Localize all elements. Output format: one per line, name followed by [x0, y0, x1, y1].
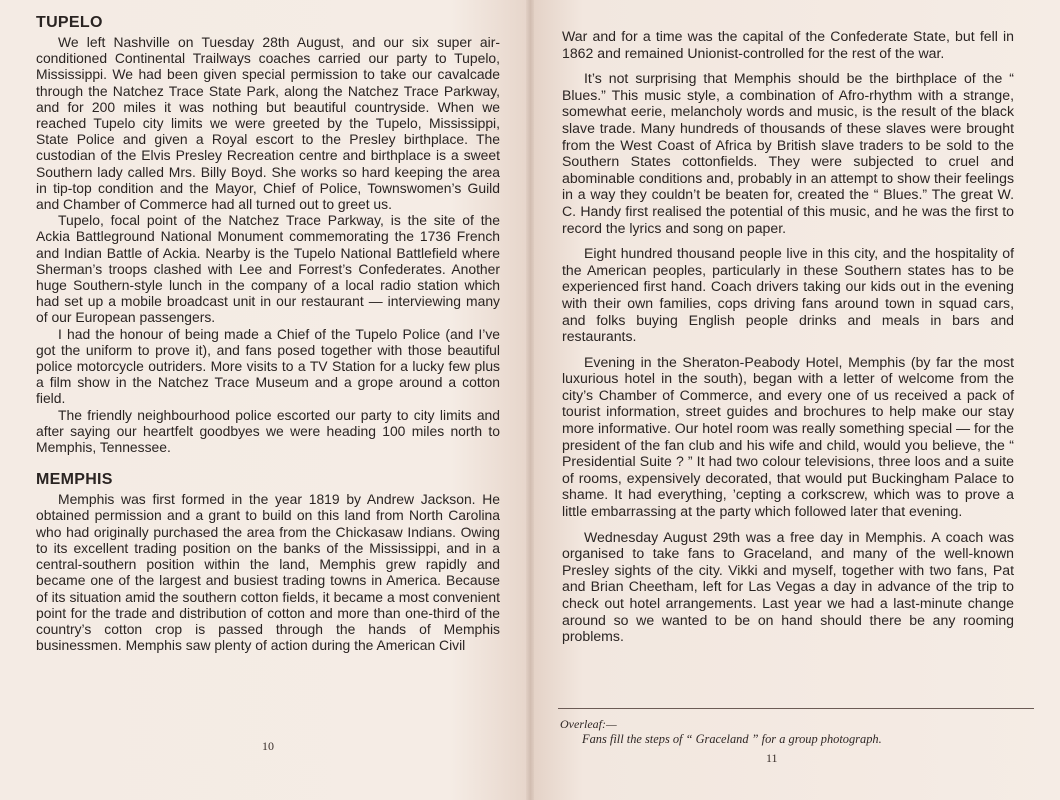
right-paragraph-5: Wednesday August 29th was a free day in Memphis. A coach was organised to take fans to Graceland, and many of the well-known Presley sights of the city. Vikki and myself, together with two fans, Pat and Brian Cheetham, left for Las Vegas a day in advance of the trip to check out hotel arrangements. Last year we had a last-minute change around so we wanted to be on hand should there be any rooming problems. [562, 528, 1014, 645]
footer-divider [558, 708, 1034, 709]
right-paragraph-3: Eight hundred thousand people live in this city, and the hospitality of the American peoples, particularly in these Southern states has to be experienced first hand. Coach drivers taking our kids out in the evening with their own families, cops driving fans around town in squad cars, and folks buying English people drinks and meals in bars and restaurants. [562, 245, 1014, 345]
right-paragraph-1: War and for a time was the capital of the Confederate State, but fell in 1862 and remained Unionist-controlled for the rest of the war. [562, 28, 1014, 61]
tupelo-paragraph-3: I had the honour of being made a Chief of the Tupelo Police (and I’ve got the uniform to prove it), and fans posed together with those beautiful police motorcycle outriders. More visits to a TV Station for a lucky few plus a film show in the Natchez Trace Museum and a grope around a cotton field. [36, 325, 500, 407]
tupelo-paragraph-2: Tupelo, focal point of the Natchez Trace Parkway, is the site of the Ackia Battleground National Monument commemorating the 1736 French and Indian Battle of Ackia. Nearby is the Tupelo National Battlefield where Sherman’s troops clashed with Lee and Forrest’s Confederates. Another huge Southern-style lunch in the company of a local radio station which had set up a mobile broadcast unit in our restaurant — interviewing many of our European passengers. [36, 212, 500, 326]
right-paragraph-4: Evening in the Sheraton-Peabody Hotel, Memphis (by far the most luxurious hotel in the south), began with a letter of welcome from the city’s Chamber of Commerce, and every one of us received a pack of tourist information, street guides and brochures to help make our stay more informative. Our hotel room was really something special — for the president of the fan club and his wife and child, would you believe, the “ Presidential Suite ? ” It had two colour televisions, three loos and a suite of rooms, expensively decorated, that would put Buckingham Palace to shame. It had everything, ’cepting a corkscrew, which was to prove a little embarrassing at the party which followed later that evening. [562, 353, 1014, 520]
page-number-left: 10 [262, 739, 274, 753]
book-gutter [526, 0, 534, 800]
overleaf-label: Overleaf:— [560, 717, 617, 731]
tupelo-paragraph-4: The friendly neighbourhood police escorted our party to city limits and after saying our heartfelt goodbyes we were heading 100 miles north to Memphis, Tennessee. [36, 406, 500, 456]
right-page [530, 0, 1060, 800]
memphis-paragraph: Memphis was first formed in the year 1819 by Andrew Jackson. He obtained permission and a grant to build on this land from North Carolina who had originally purchased the area from the Chickasaw Indians. Owing to its excellent trading position on the banks of the Mississippi, and in a central-southern position within the land, Memphis grew rapidly and became one of the largest and busiest trading towns in America. Because of its situation amid the southern cotton fields, it became a most convenient point for the trade and distribution of cotton and more than one-third of the country’s cotton crop is passed through the hands of Memphis businessmen. Memphis saw plenty of action during the American Civil [36, 491, 500, 654]
right-paragraph-2: It’s not surprising that Memphis should be the birthplace of the “ Blues.” This music style, a combination of Afro-rhythm with a strange, somewhat eerie, melancholy words and music, is the result of the black slave trade. Many hundreds of thousands of these slaves were brought from the West Coast of Africa by British slave traders to be sold to the Southern States cottonfields. They were subjected to cruel and abominable conditions and, probably in an attempt to show their feelings in a way they couldn’t be beaten for, created the “ Blues.” The great W. C. Handy first realised the potential of this music, and he was the first to record the lyrics and song on paper. [562, 70, 1014, 236]
heading-tupelo: TUPELO [36, 14, 103, 31]
photo-caption: Fans fill the steps of “ Graceland ” for a group photograph. [582, 732, 882, 746]
page-number-right: 11 [766, 751, 778, 765]
heading-memphis: MEMPHIS [36, 471, 113, 489]
tupelo-paragraph-1: We left Nashville on Tuesday 28th August, and our six super air-conditioned Continental Trailways coaches carried our party to Tupelo, Mississippi. We had been given special permission to take our cavalcade through the Natchez Trace State Park, along the Natchez Trace Parkway, and for 200 miles it was nothing but beautiful countryside. When we reached Tupelo city limits we were greeted by the Tupelo, Mississippi, State Police and given a Royal escort to the Presley birthplace. The custodian of the Elvis Presley Recreation centre and birthplace is a sweet Southern lady called Mrs. Billy Boyd. She works so hard keeping the area in tip-top condition and the Mayor, Chief of Police, Townswomen’s Guild and Chamber of Commerce had all turned out to greet us. [36, 34, 500, 213]
